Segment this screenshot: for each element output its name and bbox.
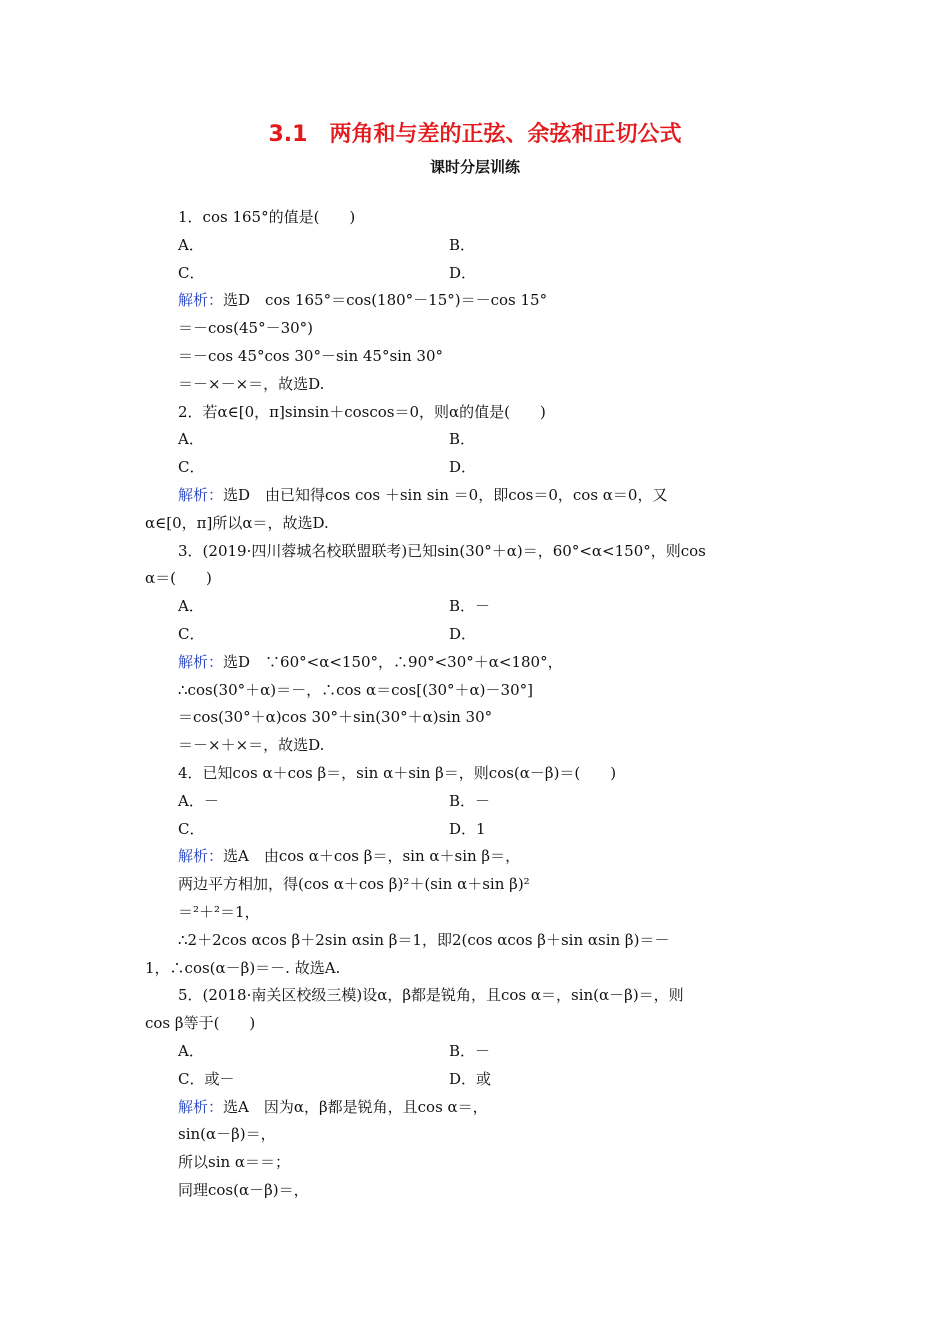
text-line: 所以sin α＝＝； bbox=[178, 1153, 291, 1172]
option-row bbox=[145, 816, 810, 844]
option-left: A． bbox=[178, 430, 204, 449]
option-row bbox=[145, 788, 810, 816]
option-right: B．－ bbox=[449, 597, 491, 616]
option-right: D． bbox=[449, 263, 477, 282]
jiexi-label: 解析： bbox=[178, 485, 224, 504]
option-row bbox=[145, 454, 810, 482]
exercise-content bbox=[145, 204, 810, 1205]
jiexi-label: 解析： bbox=[178, 652, 224, 671]
text-line: ＝－×－×＝，故选D. bbox=[178, 374, 325, 393]
text-line: ＝cos(30°＋α)cos 30°＋sin(30°＋α)sin 30° bbox=[178, 708, 493, 727]
text-line: 1．cos 165°的值是( ) bbox=[178, 208, 356, 226]
option-left: C． bbox=[178, 624, 205, 643]
text-line: ＝－cos 45°cos 30°－sin 45°sin 30° bbox=[178, 346, 443, 365]
option-left: C． bbox=[178, 458, 205, 477]
answer-text: 选D ∵60°<α<150°，∴90°<30°＋α<180°， bbox=[223, 652, 563, 671]
answer-text: 选A 由cos α＋cos β＝，sin α＋sin β＝， bbox=[223, 847, 521, 866]
option-right: B．－ bbox=[449, 791, 491, 810]
page-subtitle: 课时分层训练 bbox=[429, 158, 520, 176]
option-left: C．或－ bbox=[178, 1069, 235, 1088]
jiexi-label: 解析： bbox=[178, 1097, 224, 1116]
option-left: A． bbox=[178, 1041, 204, 1060]
text-line: α＝( ) bbox=[145, 569, 212, 588]
option-right: B．－ bbox=[449, 1041, 491, 1060]
text-line: α∈[0，π]所以α＝，故选D. bbox=[145, 513, 329, 532]
text-line: ∴cos(30°＋α)＝－，∴cos α＝cos[(30°＋α)－30°] bbox=[178, 680, 533, 699]
jiexi-label: 解析： bbox=[178, 291, 224, 310]
text-line: cos β等于( ) bbox=[145, 1014, 256, 1033]
text-line: 同理cos(α－β)＝， bbox=[178, 1180, 309, 1199]
answer-line bbox=[145, 649, 810, 677]
answer-text: 选D 由已知得cos cos ＋sin sin ＝0，即cos＝0，cos α＝0，又 bbox=[223, 485, 668, 504]
option-left: A． bbox=[178, 597, 204, 616]
text-line: ＝²＋²＝1， bbox=[178, 902, 260, 921]
text-line: 2．若α∈[0，π]sinsin＋coscos＝0，则α的值是( ) bbox=[178, 402, 546, 421]
option-row bbox=[145, 1038, 810, 1066]
page-title: 3.1 两角和与差的正弦、余弦和正切公式 bbox=[268, 122, 682, 147]
answer-line bbox=[145, 1094, 810, 1122]
text-line: 3．(2019·四川蓉城名校联盟联考)已知sin(30°＋α)＝，60°<α<150°，则cos bbox=[178, 541, 706, 560]
answer-text: 选D cos 165°＝cos(180°－15°)＝－cos 15° bbox=[223, 291, 548, 310]
option-row bbox=[145, 1066, 810, 1094]
option-row bbox=[145, 260, 810, 288]
text-line: 1，∴cos(α－β)＝－. 故选A. bbox=[145, 958, 341, 977]
text-line: ∴2＋2cos αcos β＋2sin αsin β＝1，即2(cos αcos β＋sin αsin β)＝－ bbox=[178, 930, 670, 949]
option-left: A． bbox=[178, 235, 204, 254]
option-right: B． bbox=[449, 430, 476, 449]
text-line: ＝－cos(45°－30°) bbox=[178, 319, 314, 338]
option-right: D．1 bbox=[449, 819, 486, 838]
option-right: D． bbox=[449, 458, 477, 477]
answer-text: 选A 因为α，β都是锐角，且cos α＝， bbox=[223, 1097, 488, 1116]
text-line: 5．(2018·南关区校级三模)设α，β都是锐角，且cos α＝，sin(α－β)＝，则 bbox=[178, 986, 684, 1005]
option-left: A．－ bbox=[178, 791, 219, 810]
option-row bbox=[145, 621, 810, 649]
text-line: ＝－×＋×＝，故选D. bbox=[178, 736, 325, 755]
option-row bbox=[145, 593, 810, 621]
option-row bbox=[145, 426, 810, 454]
answer-line bbox=[145, 843, 810, 871]
option-right: D． bbox=[449, 624, 477, 643]
text-line: 两边平方相加，得(cos α＋cos β)²＋(sin α＋sin β)² bbox=[178, 875, 530, 894]
option-right: D．或 bbox=[449, 1069, 492, 1088]
option-row bbox=[145, 232, 810, 260]
option-right: B． bbox=[449, 235, 476, 254]
option-left: C． bbox=[178, 263, 205, 282]
jiexi-label: 解析： bbox=[178, 847, 224, 866]
answer-line bbox=[145, 482, 810, 510]
text-line: sin(α－β)＝， bbox=[178, 1125, 276, 1144]
text-line: 4．已知cos α＋cos β＝，sin α＋sin β＝，则cos(α－β)＝( ) bbox=[178, 763, 617, 782]
option-left: C． bbox=[178, 819, 205, 838]
answer-line bbox=[145, 287, 810, 315]
